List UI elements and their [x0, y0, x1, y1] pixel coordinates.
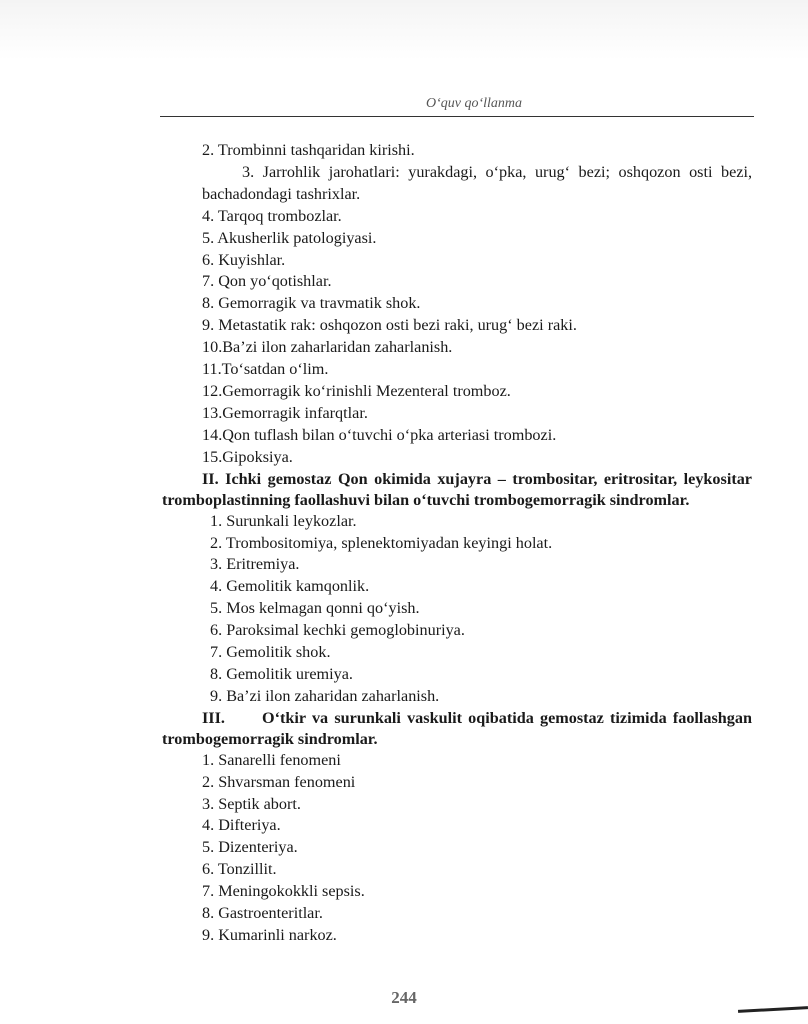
list-item: 4. Difteriya. [202, 816, 281, 835]
running-header: O‘quv qo‘llanma [425, 96, 522, 111]
list-item: 4. Gemolitik kamqonlik. [210, 577, 370, 596]
page-content [162, 140, 757, 947]
list-item: 15.Gipoksiya. [202, 447, 293, 466]
page-number: 244 [391, 988, 417, 1007]
list-item: 9. Kumarinli narkoz. [202, 926, 337, 944]
list-item: 9. Ba’zi ilon zaharidan zaharlanish. [210, 686, 440, 705]
list-item: 14.Qon tuflash bilan o‘tuvchi o‘pka arteriasi trombozi. [202, 425, 557, 444]
list-item: 7. Gemolitik shok. [210, 643, 331, 662]
list-item: 7. Meningokokkli sepsis. [202, 882, 365, 901]
list-item: 3. Septik abort. [202, 794, 301, 813]
list-item: 2. Shvarsman fenomeni [202, 772, 356, 791]
list-item: 12.Gemorragik ko‘rinishli Mezenteral tromboz. [202, 381, 511, 400]
list-item: 1. Sanarelli fenomeni [202, 750, 341, 769]
section-heading-2: II. Ichki gemostaz Qon okimida xujayra – trombositar, eritrositar, leykositar tromboplastinning faollashuvi bilan o‘tuvchi trombogemorragik sindromlar. [162, 469, 752, 509]
list-item: 5. Mos kelmagan qonni qo‘yish. [210, 599, 420, 618]
list-item: 4. Tarqoq trombozlar. [202, 206, 342, 225]
list-item: 8. Gastroenteritlar. [202, 904, 323, 923]
list-item: 7. Qon yo‘qotishlar. [202, 272, 332, 291]
header-rule [160, 116, 754, 117]
list-item: 13.Gemorragik infarqtlar. [202, 403, 368, 422]
list-item: 9. Metastatik rak: oshqozon osti bezi raki, urug‘ bezi raki. [202, 316, 577, 335]
list-item: 5. Akusherlik patologiyasi. [202, 228, 377, 247]
list-item: 6. Kuyishlar. [202, 250, 286, 269]
list-item: 5. Dizenteriya. [202, 838, 298, 857]
list-item: 6. Paroksimal kechki gemoglobinuriya. [210, 621, 465, 640]
list-item: 10.Ba’zi ilon zaharlaridan zaharlanish. [202, 338, 453, 357]
list-item: 8. Gemorragik va travmatik shok. [202, 294, 421, 313]
list-item: 3. Eritremiya. [210, 555, 300, 574]
list-item: 8. Gemolitik uremiya. [210, 664, 353, 683]
section-heading-3: III. O‘tkir va surunkali vaskulit oqibatida gemostaz tizimida faollashgan trombogemorragik sindromlar. [162, 708, 757, 748]
list-item: 6. Tonzillit. [202, 860, 277, 879]
list-item: 2. Trombinni tashqaridan kirishi. [202, 141, 415, 159]
scan-background [0, 0, 808, 60]
list-item: 3. Jarrohlik jarohatlari: yurakdagi, o‘pka, urug‘ bezi; oshqozon osti bezi, bachadondagi tashrixlar. [202, 162, 752, 203]
list-item: 1. Surunkali leykozlar. [210, 511, 357, 530]
list-item: 11.To‘satdan o‘lim. [202, 360, 329, 379]
list-item: 2. Trombositomiya, splenektomiyadan keyingi holat. [210, 533, 553, 552]
